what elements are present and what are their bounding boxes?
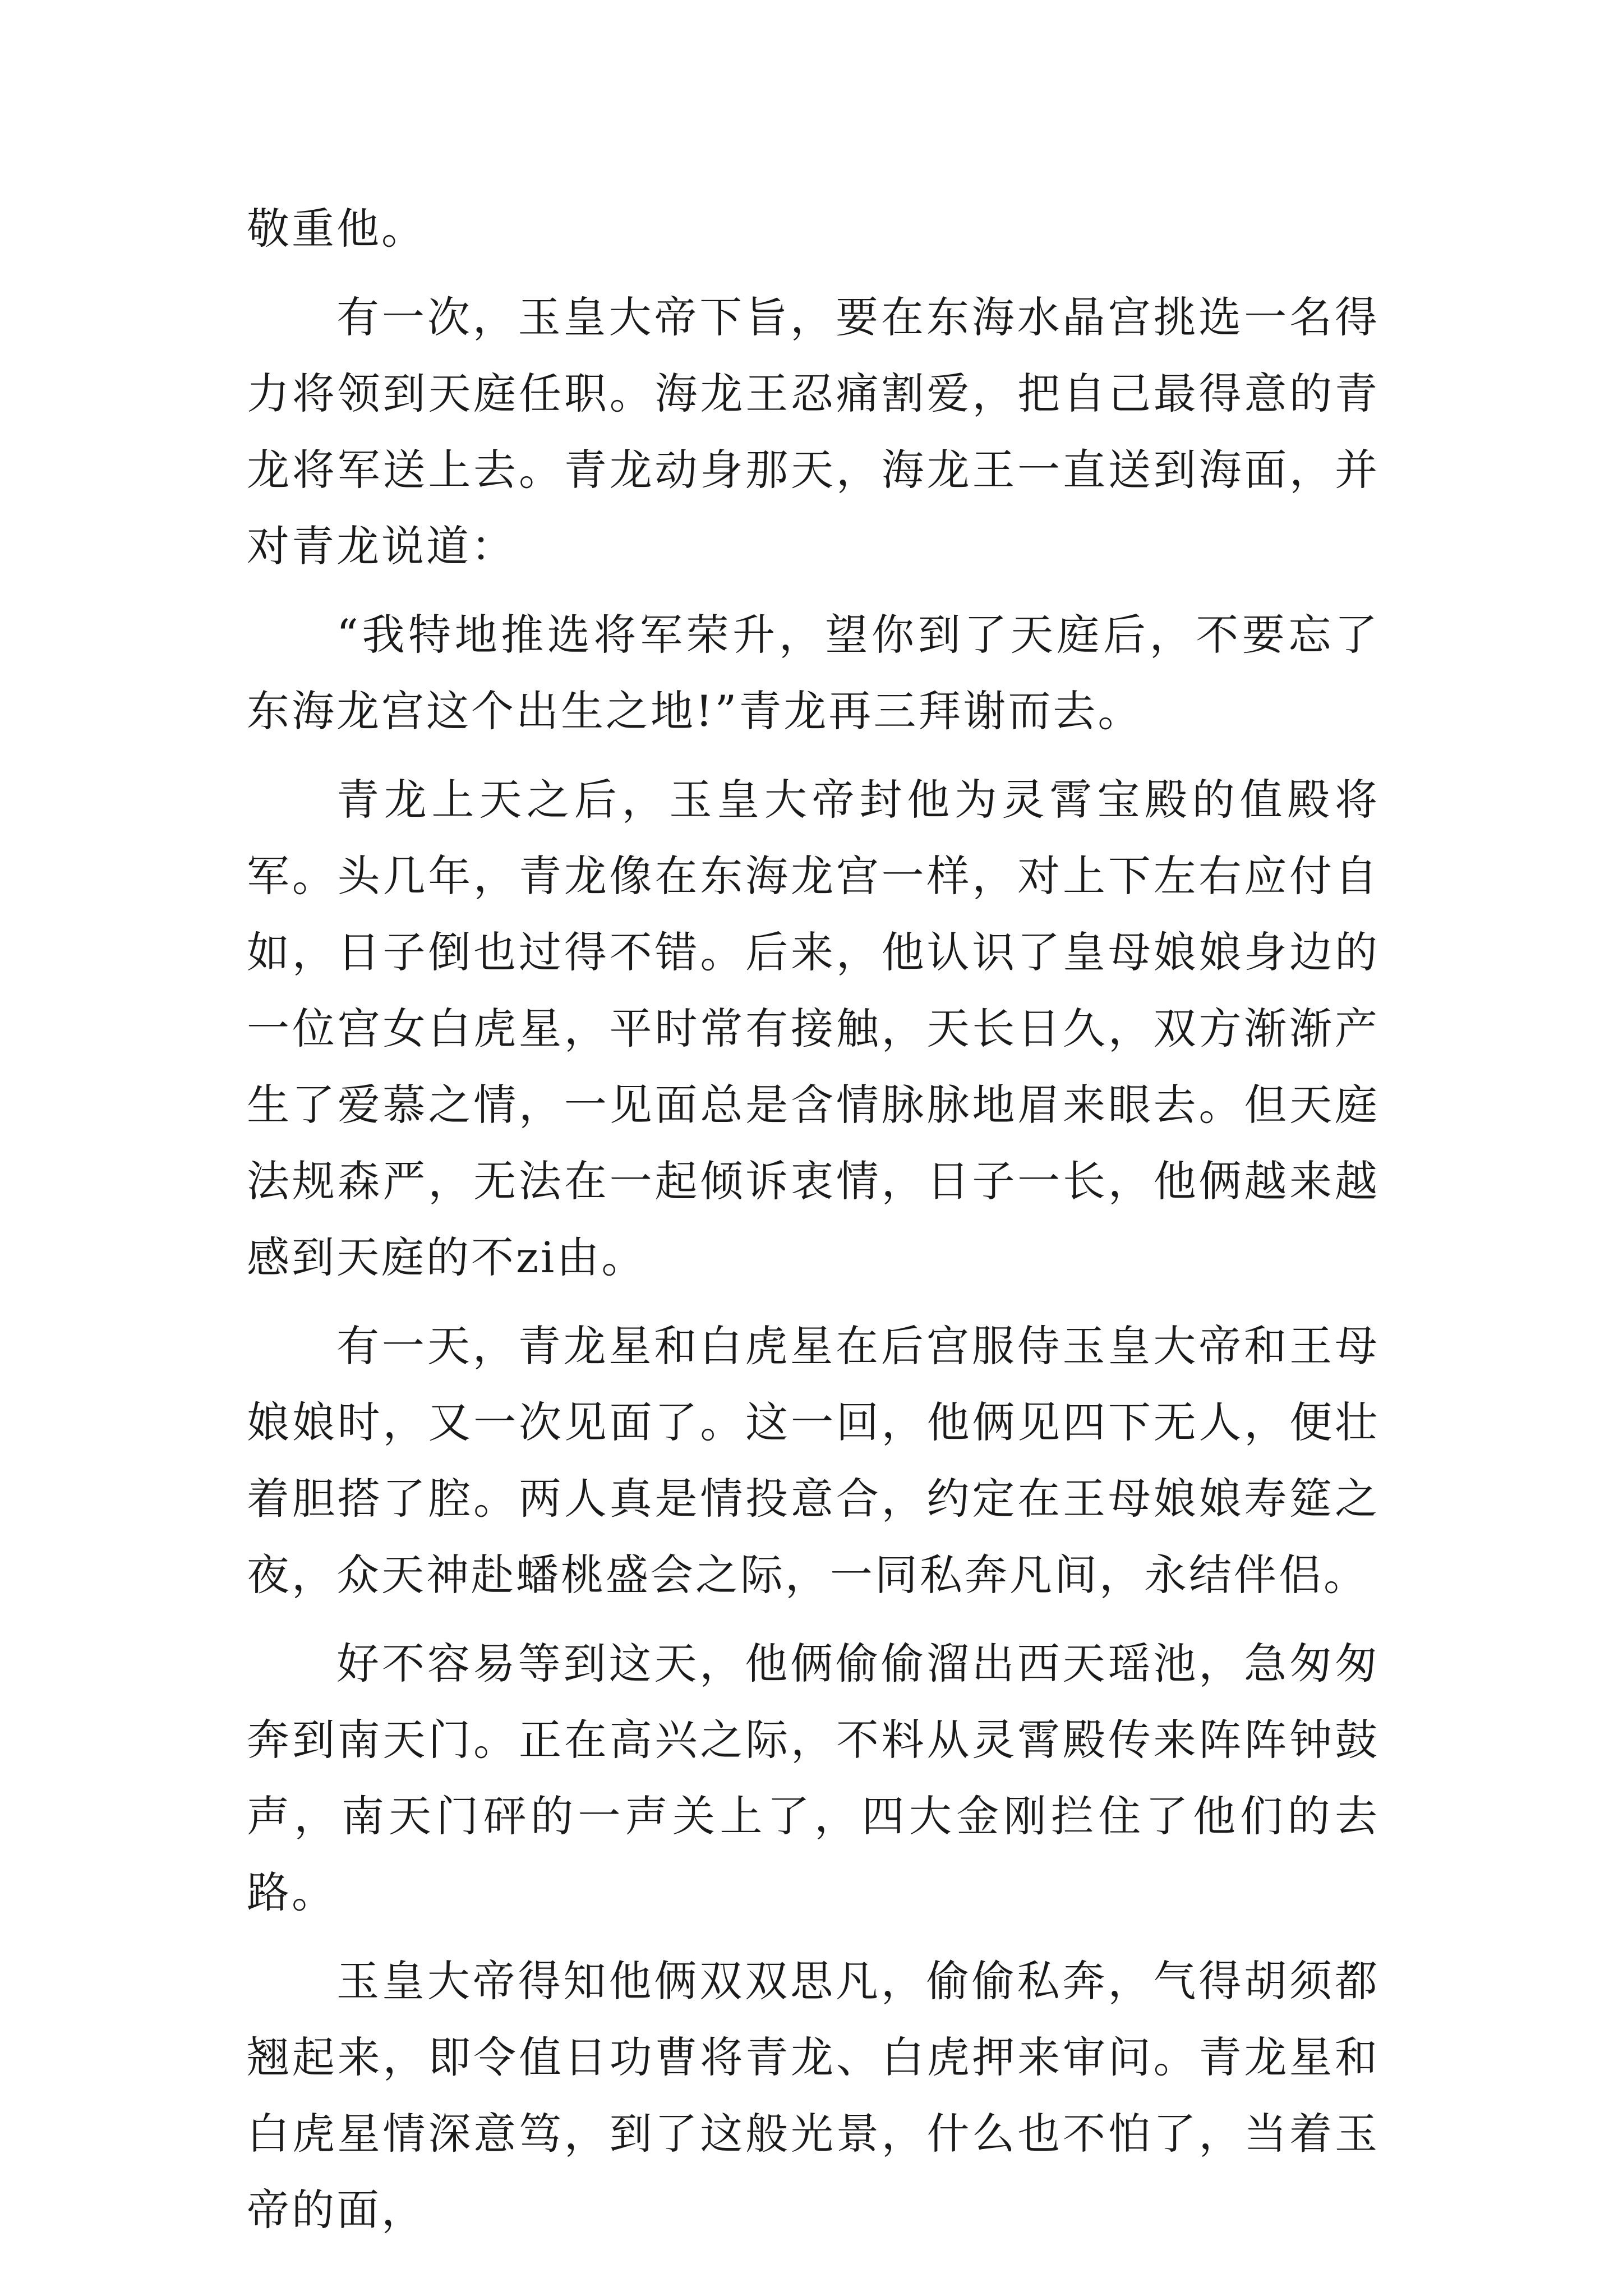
paragraph-1: 敬重他。 xyxy=(247,204,426,254)
paragraph-3: “我特地推选将军荣升，望你到了天庭后，不要忘了东海龙宫这个出生之地!”青龙再三拜谢而去。 xyxy=(247,610,1380,736)
paragraph-7: 玉皇大帝得知他俩双双思凡，偷偷私奔，气得胡须都翘起来，即令值日功曹将青龙、白虎押来审问。青龙星和白虎星情深意笃，到了这般光景，什么也不怕了，当着玉帝的面， xyxy=(247,1956,1380,2235)
body-text xyxy=(247,191,1380,2248)
paragraph-2: 有一次，玉皇大帝下旨，要在东海水晶宫挑选一名得力将领到天庭任职。海龙王忍痛割爱，把自己最得意的青龙将军送上去。青龙动身那天，海龙王一直送到海面，并对青龙说道： xyxy=(247,292,1380,571)
paragraph-5: 有一天，青龙星和白虎星在后宫服侍玉皇大帝和王母娘娘时，又一次见面了。这一回，他俩见四下无人，便壮着胆搭了腔。两人真是情投意合，约定在王母娘娘寿筵之夜，众天神赴蟠桃盛会之际，一同私奔凡间，永结伴侣。 xyxy=(247,1321,1380,1600)
paragraph-6: 好不容易等到这天，他俩偷偷溜出西天瑶池，急匆匆奔到南天门。正在高兴之际，不料从灵霄殿传来阵阵钟鼓声，南天门砰的一声关上了，四大金刚拦住了他们的去路。 xyxy=(247,1639,1380,1917)
paragraph-4: 青龙上天之后，玉皇大帝封他为灵霄宝殿的值殿将军。头几年，青龙像在东海龙宫一样，对上下左右应付自如，日子倒也过得不错。后来，他认识了皇母娘娘身边的一位宫女白虎星，平时常有接触，天长日久，双方渐渐产生了爱慕之情，一见面总是含情脉脉地眉来眼去。但天庭法规森严，无法在一起倾诉衷情，日子一长，他俩越来越感到天庭的不zi由。 xyxy=(247,775,1380,1282)
